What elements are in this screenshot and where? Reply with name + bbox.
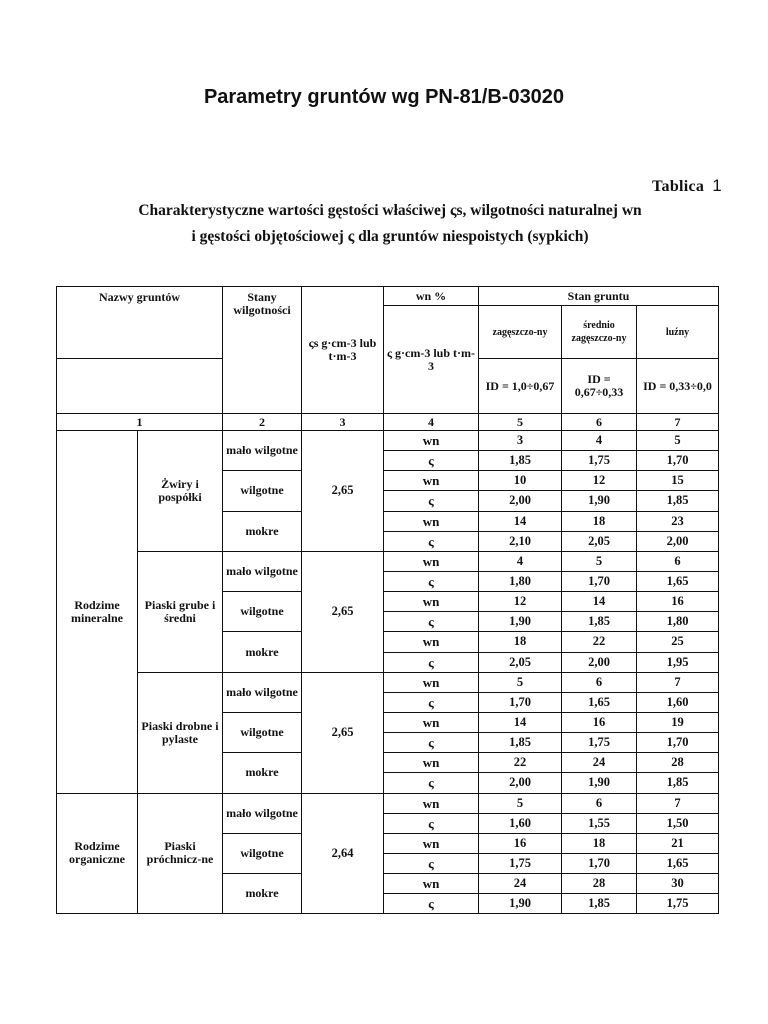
moisture-state: mało wilgotne xyxy=(223,431,302,471)
wn-value: 23 xyxy=(637,511,719,531)
wn-value: 6 xyxy=(562,672,637,692)
rho-value: 1,90 xyxy=(562,773,637,793)
rho-value: 1,55 xyxy=(562,813,637,833)
rho-symbol: ς xyxy=(384,853,479,873)
page-title: Parametry gruntów wg PN-81/B-03020 xyxy=(203,86,565,108)
rho-value: 1,75 xyxy=(562,451,637,471)
rho-value: 2,05 xyxy=(562,531,637,551)
moisture-state: mało wilgotne xyxy=(223,793,302,833)
rho-symbol: ς xyxy=(384,491,479,511)
rho-value: 1,75 xyxy=(562,733,637,753)
rho-symbol: ς xyxy=(384,692,479,712)
rho-value: 2,00 xyxy=(637,531,719,551)
rho-value: 2,00 xyxy=(562,652,637,672)
wn-value: 18 xyxy=(562,511,637,531)
header-rho-s: ςs g·cm-3 lub t·m-3 xyxy=(302,287,384,414)
soil-name: Piaski próchnicz-ne xyxy=(138,793,223,914)
rho-s-value: 2,65 xyxy=(302,551,384,672)
rho-value: 1,85 xyxy=(637,491,719,511)
rho-value: 1,70 xyxy=(562,853,637,873)
col-number: 3 xyxy=(302,414,384,431)
wn-value: 16 xyxy=(562,712,637,732)
rho-value: 2,05 xyxy=(479,652,562,672)
rho-value: 1,95 xyxy=(637,652,719,672)
table-number: 1 xyxy=(712,176,722,195)
rho-value: 1,65 xyxy=(562,692,637,712)
rho-s-value: 2,65 xyxy=(302,431,384,552)
wn-value: 21 xyxy=(637,833,719,853)
table-row xyxy=(57,672,719,692)
rho-symbol: ς xyxy=(384,733,479,753)
table-label xyxy=(652,176,722,196)
rho-value: 1,85 xyxy=(479,451,562,471)
wn-value: 6 xyxy=(562,793,637,813)
header-luzny: luźny xyxy=(637,306,719,359)
wn-value: 30 xyxy=(637,874,719,894)
wn-symbol: wn xyxy=(384,672,479,692)
header-nazwy-gruntow: Nazwy gruntów xyxy=(57,287,223,359)
rho-value: 1,65 xyxy=(637,853,719,873)
rho-value: 1,85 xyxy=(637,773,719,793)
rho-symbol: ς xyxy=(384,531,479,551)
wn-symbol: wn xyxy=(384,753,479,773)
rho-value: 1,90 xyxy=(479,612,562,632)
col-number: 6 xyxy=(562,414,637,431)
moisture-state: wilgotne xyxy=(223,712,302,752)
rho-value: 2,00 xyxy=(479,773,562,793)
rho-value: 2,00 xyxy=(479,491,562,511)
wn-value: 5 xyxy=(479,672,562,692)
moisture-state: mokre xyxy=(223,753,302,793)
rho-value: 1,70 xyxy=(562,571,637,591)
wn-value: 6 xyxy=(637,551,719,571)
table-row xyxy=(57,551,719,571)
rho-value: 1,85 xyxy=(479,733,562,753)
wn-symbol: wn xyxy=(384,793,479,813)
column-numbers-row xyxy=(57,414,719,431)
wn-value: 16 xyxy=(637,592,719,612)
wn-symbol: wn xyxy=(384,511,479,531)
rho-symbol: ς xyxy=(384,571,479,591)
wn-value: 4 xyxy=(479,551,562,571)
rho-value: 1,85 xyxy=(562,894,637,914)
rho-value: 2,10 xyxy=(479,531,562,551)
wn-value: 14 xyxy=(479,511,562,531)
wn-value: 7 xyxy=(637,793,719,813)
moisture-state: wilgotne xyxy=(223,833,302,873)
wn-value: 5 xyxy=(637,431,719,451)
col-number: 4 xyxy=(384,414,479,431)
table-caption xyxy=(60,198,720,250)
rho-value: 1,90 xyxy=(479,894,562,914)
wn-value: 10 xyxy=(479,471,562,491)
moisture-state: wilgotne xyxy=(223,471,302,511)
header-id-luzny: ID = 0,33÷0,0 xyxy=(637,359,719,414)
rho-symbol: ς xyxy=(384,894,479,914)
soil-parameters-table xyxy=(56,286,719,914)
caption-line-2: i gęstości objętościowej ς dla gruntów niespoistych (sypkich) xyxy=(191,228,589,245)
table-label-text: Tablica xyxy=(652,178,705,195)
group-mineral: Rodzime mineralne xyxy=(57,431,138,794)
soil-name: Piaski grube i średni xyxy=(138,551,223,672)
moisture-state: wilgotne xyxy=(223,592,302,632)
wn-symbol: wn xyxy=(384,632,479,652)
wn-symbol: wn xyxy=(384,551,479,571)
moisture-state: mokre xyxy=(223,874,302,914)
wn-value: 25 xyxy=(637,632,719,652)
col-number: 5 xyxy=(479,414,562,431)
rho-value: 1,90 xyxy=(562,491,637,511)
wn-value: 12 xyxy=(562,471,637,491)
rho-symbol: ς xyxy=(384,451,479,471)
soil-name: Żwiry i pospółki xyxy=(138,431,223,552)
header-blank xyxy=(57,359,223,414)
rho-value: 1,70 xyxy=(637,451,719,471)
wn-value: 12 xyxy=(479,592,562,612)
wn-value: 19 xyxy=(637,712,719,732)
header-stany-wilgotnosci: Stany wilgotności xyxy=(223,287,302,414)
rho-value: 1,60 xyxy=(479,813,562,833)
soil-name: Piaski drobne i pylaste xyxy=(138,672,223,793)
wn-value: 4 xyxy=(562,431,637,451)
header-id-zageszczony: ID = 1,0÷0,67 xyxy=(479,359,562,414)
rho-value: 1,80 xyxy=(479,571,562,591)
rho-value: 1,60 xyxy=(637,692,719,712)
table-row xyxy=(57,431,719,451)
moisture-state: mało wilgotne xyxy=(223,672,302,712)
table-row xyxy=(57,793,719,813)
rho-symbol: ς xyxy=(384,813,479,833)
wn-symbol: wn xyxy=(384,592,479,612)
col-number: 2 xyxy=(223,414,302,431)
wn-symbol: wn xyxy=(384,712,479,732)
col-number: 1 xyxy=(57,414,223,431)
wn-value: 18 xyxy=(562,833,637,853)
wn-symbol: wn xyxy=(384,833,479,853)
wn-value: 14 xyxy=(479,712,562,732)
wn-value: 5 xyxy=(562,551,637,571)
wn-value: 14 xyxy=(562,592,637,612)
wn-value: 16 xyxy=(479,833,562,853)
rho-value: 1,75 xyxy=(637,894,719,914)
rho-value: 1,80 xyxy=(637,612,719,632)
rho-value: 1,70 xyxy=(479,692,562,712)
header-rho: ς g·cm-3 lub t·m-3 xyxy=(384,306,479,414)
wn-value: 28 xyxy=(562,874,637,894)
rho-s-value: 2,64 xyxy=(302,793,384,914)
wn-value: 28 xyxy=(637,753,719,773)
rho-value: 1,50 xyxy=(637,813,719,833)
header-wn-percent: wn % xyxy=(384,287,479,306)
rho-value: 1,70 xyxy=(637,733,719,753)
rho-value: 1,75 xyxy=(479,853,562,873)
rho-symbol: ς xyxy=(384,773,479,793)
wn-value: 18 xyxy=(479,632,562,652)
wn-symbol: wn xyxy=(384,431,479,451)
rho-value: 1,85 xyxy=(562,612,637,632)
wn-symbol: wn xyxy=(384,471,479,491)
caption-line-1: Charakterystyczne wartości gęstości właściwej ςs, wilgotności naturalnej wn xyxy=(138,202,642,219)
wn-symbol: wn xyxy=(384,874,479,894)
rho-symbol: ς xyxy=(384,612,479,632)
wn-value: 22 xyxy=(562,632,637,652)
moisture-state: mało wilgotne xyxy=(223,551,302,591)
wn-value: 5 xyxy=(479,793,562,813)
col-number: 7 xyxy=(637,414,719,431)
rho-s-value: 2,65 xyxy=(302,672,384,793)
rho-symbol: ς xyxy=(384,652,479,672)
header-srednio-zageszczony: średnio zagęszczo-ny xyxy=(562,306,637,359)
wn-value: 15 xyxy=(637,471,719,491)
wn-value: 22 xyxy=(479,753,562,773)
wn-value: 24 xyxy=(562,753,637,773)
header-id-srednio: ID = 0,67÷0,33 xyxy=(562,359,637,414)
moisture-state: mokre xyxy=(223,511,302,551)
wn-value: 3 xyxy=(479,431,562,451)
header-stan-gruntu: Stan gruntu xyxy=(479,287,719,306)
wn-value: 24 xyxy=(479,874,562,894)
rho-value: 1,65 xyxy=(637,571,719,591)
header-zageszczony: zagęszczo-ny xyxy=(479,306,562,359)
group-organic: Rodzime organiczne xyxy=(57,793,138,914)
wn-value: 7 xyxy=(637,672,719,692)
moisture-state: mokre xyxy=(223,632,302,672)
